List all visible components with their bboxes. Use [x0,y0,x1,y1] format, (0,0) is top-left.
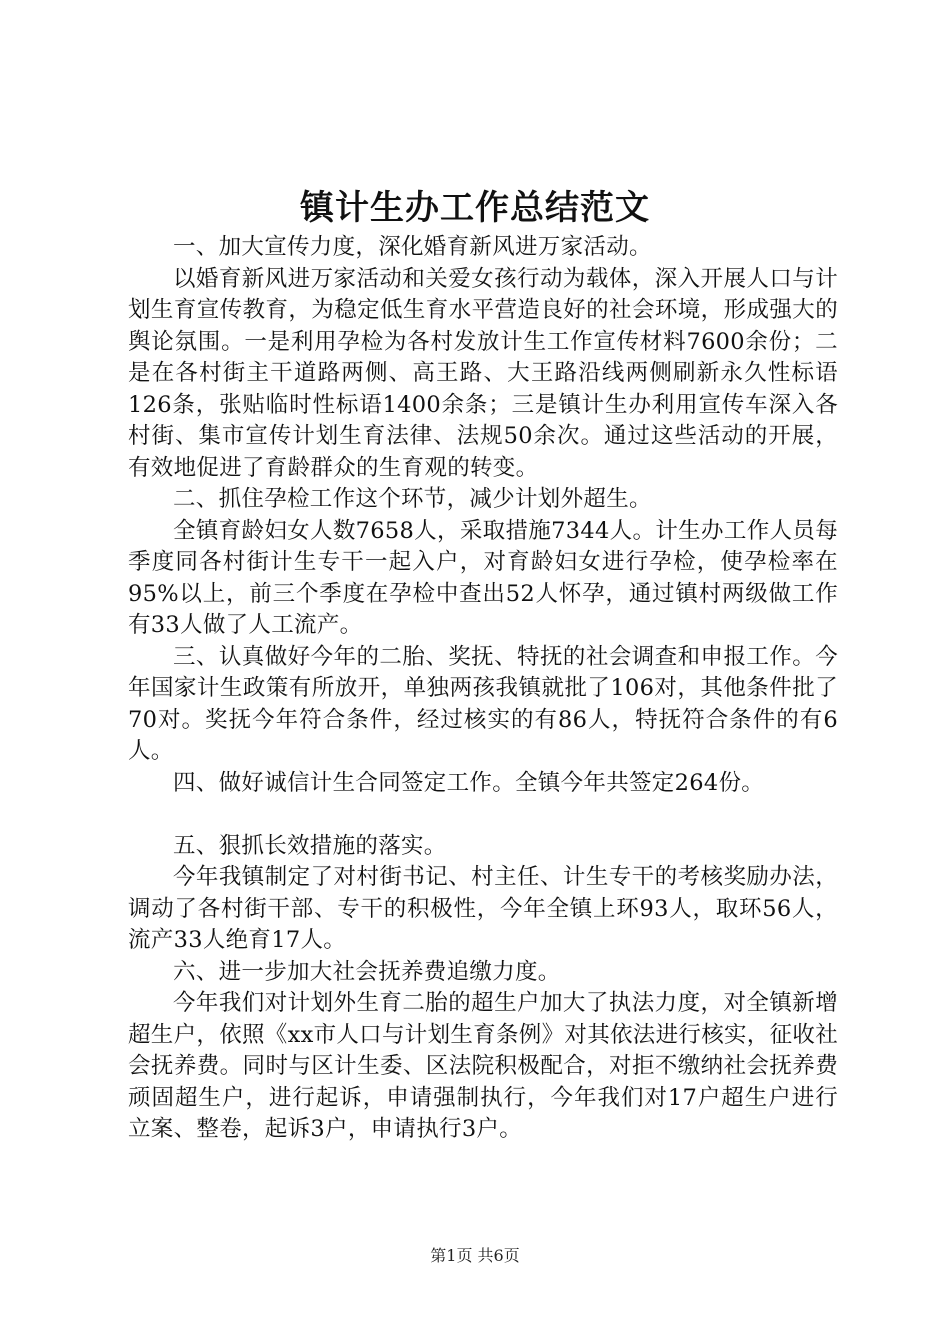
section-heading-6: 六、进一步加大社会抚养费追缴力度。 [173,958,561,985]
section-heading-5: 五、狠抓长效措施的落实。 [173,832,447,859]
page-footer: 第1页 共6页 [430,1246,520,1265]
document-title: 镇计生办工作总结范文 [300,188,650,228]
section-heading-4: 四、做好诚信计生合同签定工作。全镇今年共签定264份。 [173,769,765,796]
section-heading-1: 一、加大宣传力度，深化婚育新风进万家活动。 [173,234,652,260]
section-paragraph-5: 今年我镇制定了对村街书记、村主任、计生专干的考核奖励办法，调动了各村街干部、专干的积极性，今年全镇上环93人，取环56人，流产33人绝育17人。 [128,864,838,953]
document-body [128,232,838,1146]
section-paragraph-1: 以婚育新风进万家活动和关爱女孩行动为载体，深入开展人口与计划生育宣传教育，为稳定低生育水平营造良好的社会环境，形成强大的舆论氛围。一是利用孕检为各村发放计生工作宣传材料7600余份；二是在各村街主干道路两侧、高王路、大王路沿线两侧刷新永久性标语126条，张贴临时性标语1400余条；三是镇计生办利用宣传车深入各村街、集市宣传计划生育法律、法规50余次。通过这些活动的开展，有效地促进了育龄群众的生育观的转变。 [128,265,838,481]
section-heading-3: 三、认真做好今年的二胎、奖抚、特抚的社会调查和申报工作。今年国家计生政策有所放开，单独两孩我镇就批了106对，其他条件批了70对。奖抚今年符合条件，经过核实的有86人，特抚符合条件的有6人。 [128,643,838,764]
section-paragraph-6: 今年我们对计划外生育二胎的超生户加大了执法力度，对全镇新增超生户，依照《xx市人口与计划生育条例》对其依法进行核实，征收社会抚养费。同时与区计生委、区法院积极配合，对拒不缴纳社会抚养费顽固超生户，进行起诉，申请强制执行，今年我们对17户超生户进行立案、整卷，起诉3户，申请执行3户。 [128,990,838,1142]
section-heading-2: 二、抓住孕检工作这个环节，减少计划外超生。 [173,486,652,512]
section-paragraph-2: 全镇育龄妇女人数7658人，采取措施7344人。计生办工作人员每季度同各村街计生专干一起入户，对育龄妇女进行孕检，使孕检率在95%以上，前三个季度在孕检中查出52人怀孕，通过镇村两级做工作有33人做了人工流产。 [128,517,838,638]
